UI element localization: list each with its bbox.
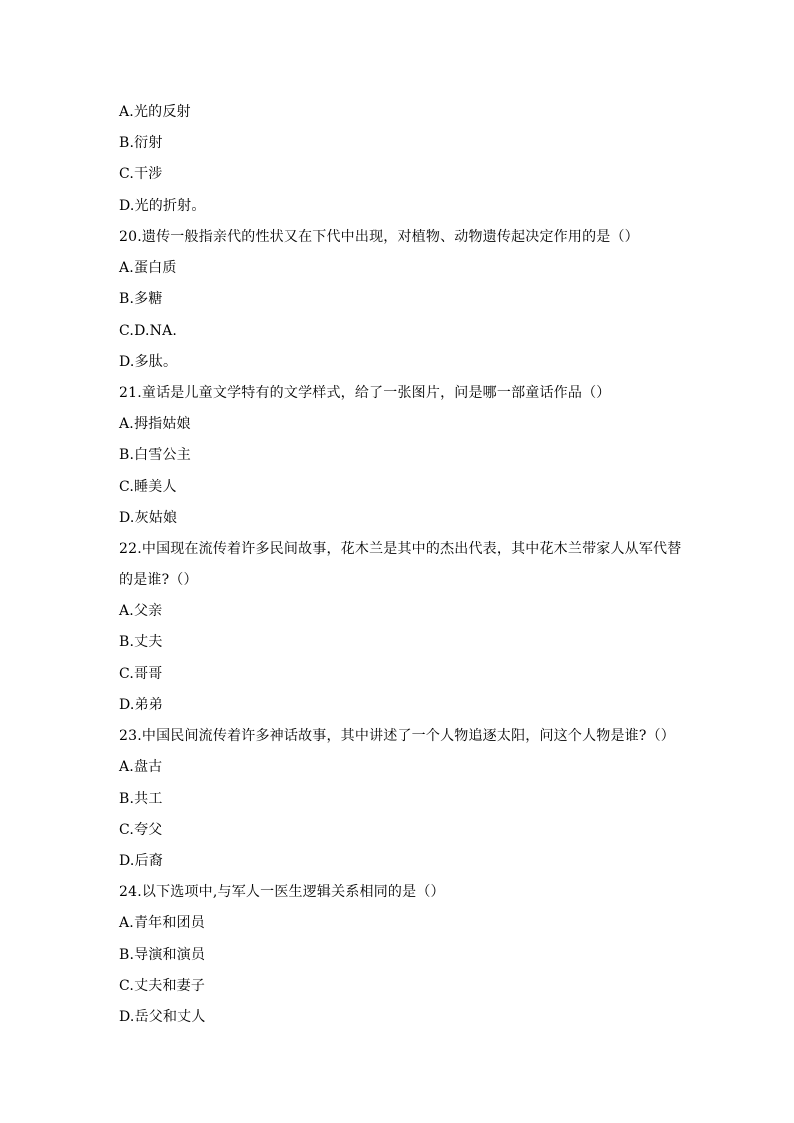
option-d: D.弟弟 [119,697,163,713]
option-b: B.多糖 [119,291,163,307]
question-stem-line-1: 22.中国现在流传着许多民间故事，花木兰是其中的杰出代表，其中花木兰带家人从军代替 [119,541,682,557]
option-b: B.导演和演员 [119,947,206,963]
question-stem: 21.童话是儿童文学特有的文学样式，给了一张图片，问是哪一部童话作品（） [119,385,611,401]
option-d: D.岳父和丈人 [119,1009,206,1025]
option-c: C.夸父 [119,822,163,838]
option-b: B.衍射 [119,135,163,151]
option-b: B.共工 [119,791,163,807]
option-a: A.父亲 [119,603,163,619]
option-d: D.灰姑娘 [119,510,178,526]
option-c: C.睡美人 [119,479,177,495]
question-stem: 20.遗传一般指亲代的性状又在下代中出现，对植物、动物遗传起决定作用的是（） [119,229,639,245]
option-a: A.青年和团员 [119,915,205,931]
option-a: A.拇指姑娘 [119,416,191,432]
option-c: C.哥哥 [119,666,163,682]
question-stem: 23.中国民间流传着许多神话故事，其中讲述了一个人物追逐太阳，问这个人物是谁?（） [119,728,675,744]
option-c: C.D.NA. [119,323,178,339]
option-a: A.光的反射 [119,104,191,120]
option-c: C.丈夫和妻子 [119,978,206,994]
option-d: D.光的折射。 [119,198,206,214]
option-d: D.多肽。 [119,354,178,370]
option-d: D.后裔 [119,853,163,869]
option-c: C.干涉 [119,166,163,182]
question-stem: 24.以下选项中,与军人一医生逻辑关系相同的是（） [119,884,445,900]
option-b: B.丈夫 [119,634,163,650]
question-stem-line-2: 的是谁?（） [119,572,198,588]
option-b: B.白雪公主 [119,447,191,463]
option-a: A.蛋白质 [119,260,177,276]
option-a: A.盘古 [119,759,163,775]
